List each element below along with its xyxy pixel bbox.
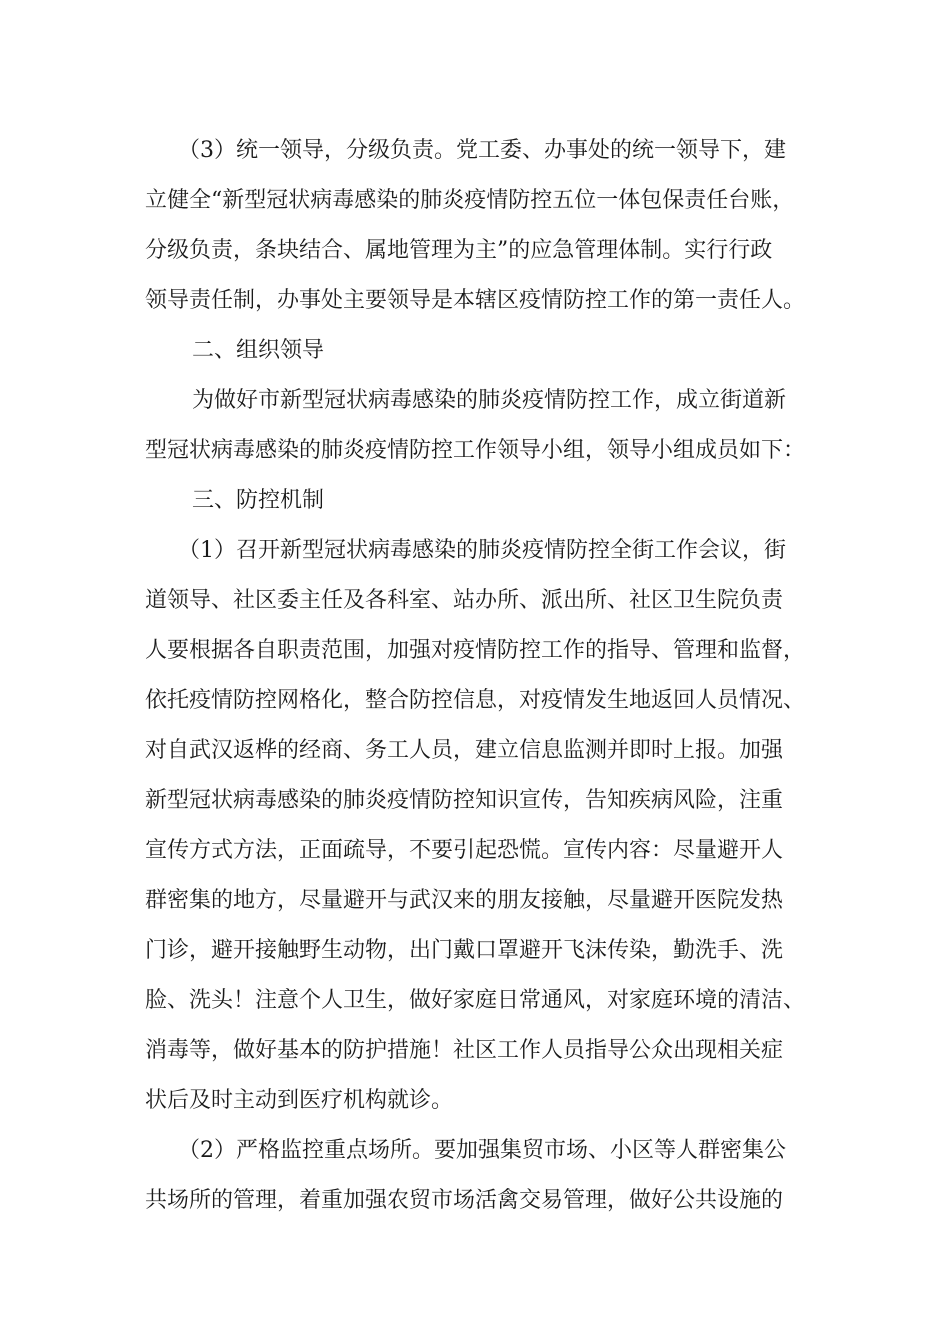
organization-paragraph-line-2: 型冠状病毒感染的肺炎疫情防控工作领导小组，领导小组成员如下：: [145, 438, 806, 463]
paragraph-1-line-7: 宣传方式方法，正面疏导，不要引起恐慌。宣传内容：尽量避开人: [145, 838, 784, 863]
paragraph-3-line-1: （3）统一领导，分级负责。党工委、办事处的统一领导下，建: [178, 138, 786, 163]
paragraph-1-line-10: 脸、洗头！注意个人卫生，做好家庭日常通风，对家庭环境的清洁、: [145, 988, 806, 1013]
paragraph-1-line-4: 依托疫情防控网格化，整合防控信息，对疫情发生地返回人员情况、: [145, 688, 806, 713]
paragraph-3-line-3: 分级负责，条块结合、属地管理为主”的应急管理体制。实行行政: [145, 238, 773, 263]
paragraph-1-line-8: 群密集的地方，尽量避开与武汉来的朋友接触，尽量避开医院发热: [145, 888, 784, 913]
paragraph-3-line-4: 领导责任制，办事处主要领导是本辖区疫情防控工作的第一责任人。: [145, 288, 806, 313]
paragraph-1-line-1: （1）召开新型冠状病毒感染的肺炎疫情防控全街工作会议，街: [178, 538, 786, 563]
paragraph-1-line-9: 门诊，避开接触野生动物，出门戴口罩避开飞沫传染，勤洗手、洗: [145, 938, 784, 963]
section-heading-mechanism: 三、防控机制: [192, 488, 325, 513]
paragraph-1-line-12: 状后及时主动到医疗机构就诊。: [145, 1088, 454, 1113]
paragraph-1-line-5: 对自武汉返桦的经商、务工人员，建立信息监测并即时上报。加强: [145, 738, 784, 763]
paragraph-2-line-2: 共场所的管理，着重加强农贸市场活禽交易管理，做好公共设施的: [145, 1188, 784, 1213]
section-heading-organization: 二、组织领导: [192, 338, 325, 363]
paragraph-1-line-2: 道领导、社区委主任及各科室、站办所、派出所、社区卫生院负责: [145, 588, 784, 613]
paragraph-1-line-3: 人要根据各自职责范围，加强对疫情防控工作的指导、管理和监督，: [145, 638, 806, 663]
paragraph-1-line-11: 消毒等，做好基本的防护措施！社区工作人员指导公众出现相关症: [145, 1038, 784, 1063]
organization-paragraph-line-1: 为做好市新型冠状病毒感染的肺炎疫情防控工作，成立街道新: [192, 388, 787, 413]
paragraph-3-line-2: 立健全“新型冠状病毒感染的肺炎疫情防控五位一体包保责任台账，: [145, 188, 795, 213]
paragraph-1-line-6: 新型冠状病毒感染的肺炎疫情防控知识宣传，告知疾病风险，注重: [145, 788, 784, 813]
paragraph-2-line-1: （2）严格监控重点场所。要加强集贸市场、小区等人群密集公: [178, 1138, 786, 1163]
